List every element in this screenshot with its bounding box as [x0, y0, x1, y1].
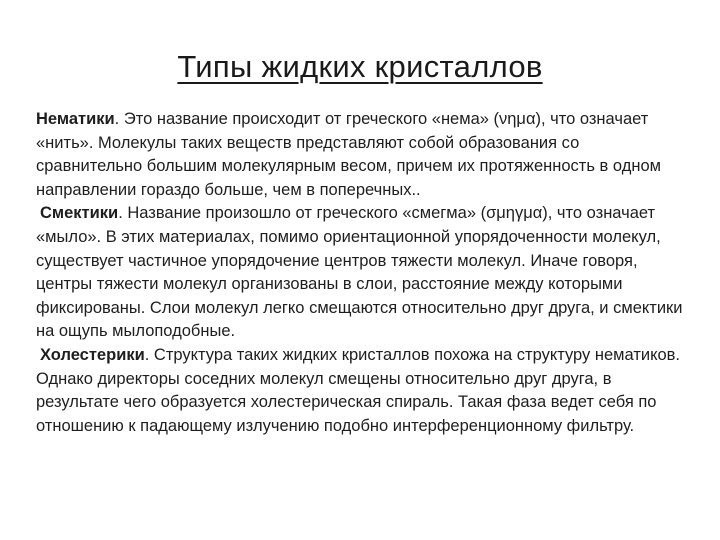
slide-title-text: Типы жидких кристаллов	[177, 49, 543, 84]
text-nematics: . Это название происходит от греческого «нема» (νημα), что означает «нить». Молекулы таких веществ представляют собой образования со сравнительно большим молекулярным весом, причем их протяженность в одном направлении гораздо больше, чем в поперечных..	[36, 110, 661, 199]
paragraph-nematics	[36, 108, 686, 202]
slide-title	[0, 47, 720, 87]
text-cholesterics: . Структура таких жидких кристаллов похожа на структуру нематиков. Однако директоры соседних молекул смещены относительно друг друга, в результате чего образуется холестерическая спираль. Такая фаза ведет себя по отношению к падающему излучению подобно интерференционному фильтру.	[36, 345, 681, 435]
text-smectics: . Название произошло от греческого «смегма» (σμηγμα), что означает «мыло». В этих материалах, помимо ориентационной упорядоченности молекул, существует частичное упорядочение центров тяжести молекул. Иначе говоря, центры тяжести молекул организованы в слои, расстояние между которыми фиксированы. Слои молекул легко смещаются относительно друг друга, и смектики на ощупь мылоподобные.	[36, 204, 683, 341]
paragraph-cholesterics	[36, 344, 686, 438]
paragraph-smectics	[36, 202, 686, 344]
slide-body	[36, 108, 686, 438]
term-cholesterics: Холестерики	[40, 345, 145, 364]
term-nematics: Нематики	[36, 110, 115, 128]
term-smectics: Смектики	[40, 204, 119, 223]
